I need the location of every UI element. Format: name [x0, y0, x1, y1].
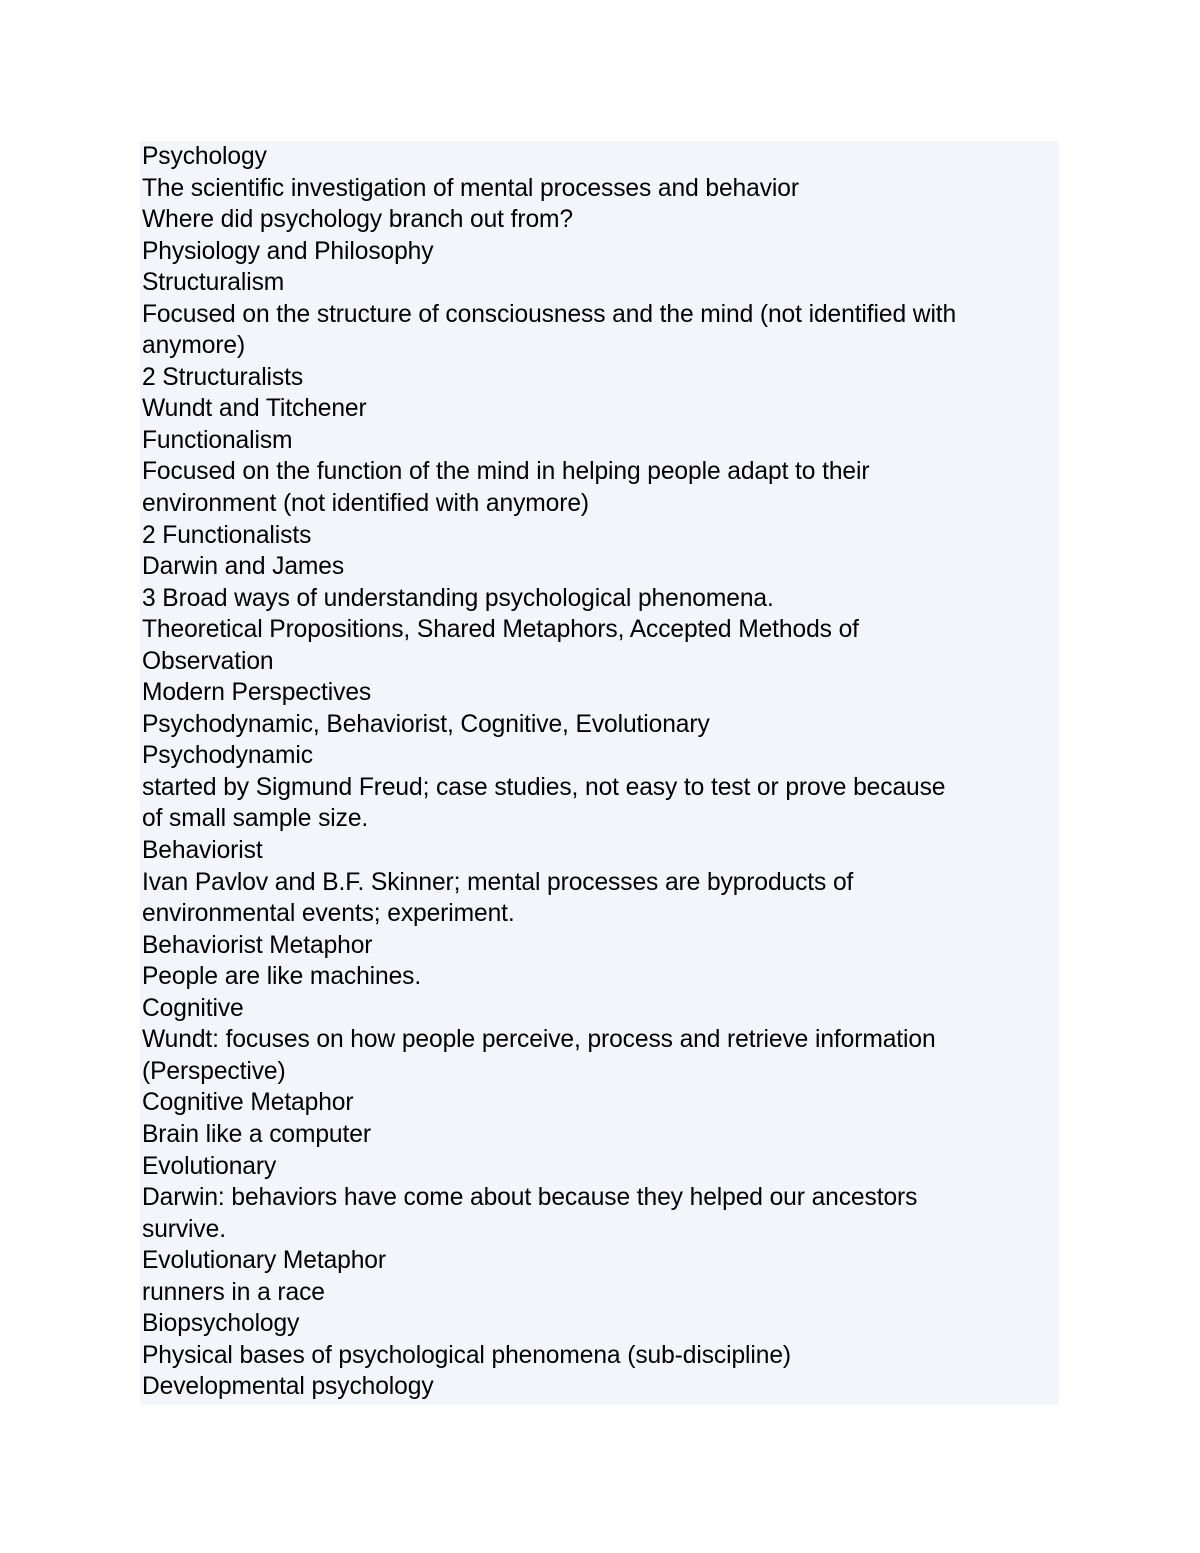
text-line: Cognitive Metaphor — [142, 1089, 354, 1117]
flashcard-text-block — [140, 141, 1059, 1405]
text-line: Biopsychology — [142, 1310, 300, 1338]
text-line: Darwin: behaviors have come about because they helped our ancestors — [142, 1184, 918, 1212]
text-line: survive. — [142, 1215, 226, 1243]
text-line: Psychology — [142, 143, 267, 170]
text-line: 3 Broad ways of understanding psychological phenomena. — [142, 584, 774, 612]
text-line: runners in a race — [142, 1278, 325, 1306]
text-line: Focused on the function of the mind in helping people adapt to their — [142, 458, 870, 486]
text-line: Where did psychology branch out from? — [142, 206, 574, 234]
text-line: started by Sigmund Freud; case studies, not easy to test or prove because — [142, 773, 946, 801]
text-line: The scientific investigation of mental processes and behavior — [142, 174, 799, 202]
text-line: Evolutionary Metaphor — [142, 1247, 386, 1275]
text-line: Brain like a computer — [142, 1120, 371, 1148]
text-line: (Perspective) — [142, 1057, 286, 1085]
text-line: Observation — [142, 647, 274, 675]
text-line: People are like machines. — [142, 963, 422, 991]
text-line: Focused on the structure of consciousness and the mind (not identified with — [142, 300, 957, 328]
text-line: anymore) — [142, 332, 246, 360]
text-line: Wundt: focuses on how people perceive, process and retrieve information — [142, 1026, 936, 1054]
text-line: Modern Perspectives — [142, 679, 372, 707]
text-line: Physical bases of psychological phenomena (sub-discipline) — [142, 1341, 792, 1369]
text-line: 2 Structuralists — [142, 363, 304, 391]
text-line: Structuralism — [142, 269, 285, 297]
text-line: Psychodynamic — [142, 742, 313, 770]
text-line: environmental events; experiment. — [142, 900, 515, 928]
text-line: Cognitive — [142, 994, 244, 1022]
text-line: Developmental psychology — [142, 1373, 434, 1401]
text-line: of small sample size. — [142, 805, 369, 833]
text-line: Behaviorist Metaphor — [142, 931, 373, 959]
text-line: Physiology and Philosophy — [142, 237, 434, 265]
text-line: Darwin and James — [142, 553, 345, 581]
text-line: environment (not identified with anymore) — [142, 490, 590, 518]
text-line: Evolutionary — [142, 1152, 277, 1180]
text-line: Functionalism — [142, 426, 293, 454]
text-line: Behaviorist — [142, 837, 263, 865]
text-line: Theoretical Propositions, Shared Metaphors, Accepted Methods of — [142, 616, 859, 644]
text-line: Ivan Pavlov and B.F. Skinner; mental processes are byproducts of — [142, 868, 854, 896]
text-line: 2 Functionalists — [142, 521, 312, 549]
text-line: Psychodynamic, Behaviorist, Cognitive, Evolutionary — [142, 710, 710, 738]
text-line: Wundt and Titchener — [142, 395, 367, 423]
